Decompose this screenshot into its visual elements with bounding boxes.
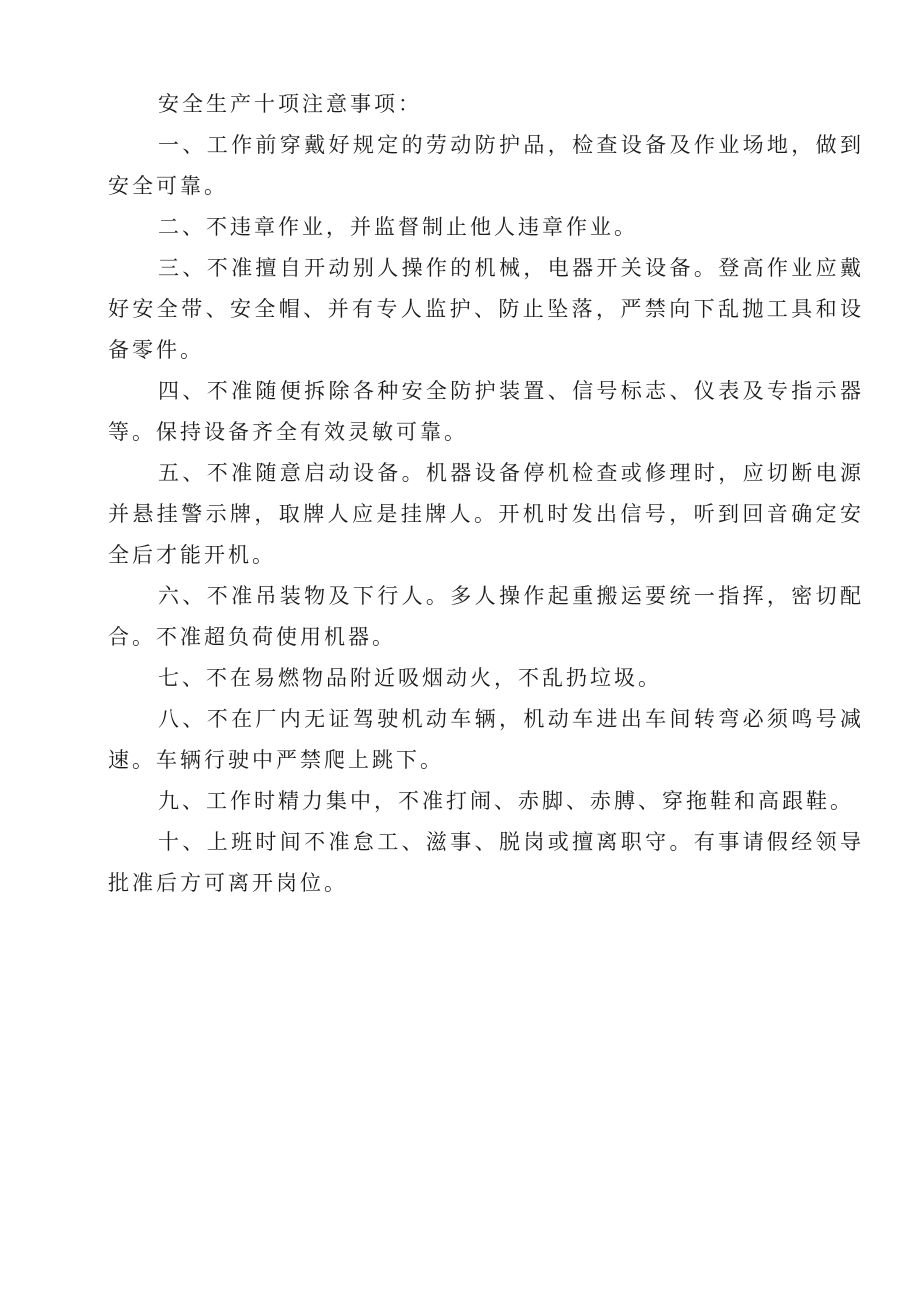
rule-item-8: 八、不在厂内无证驾驶机动车辆，机动车进出车间转弯必须鸣号减速。车辆行驶中严禁爬上跳下。 — [108, 707, 864, 772]
rule-item-4: 四、不准随便拆除各种安全防护装置、信号标志、仪表及专指示器等。保持设备齐全有效灵敏可靠。 — [108, 379, 864, 444]
rule-item-1: 一、工作前穿戴好规定的劳动防护品，检查设备及作业场地，做到安全可靠。 — [108, 133, 864, 198]
rule-item-5: 五、不准随意启动设备。机器设备停机检查或修理时，应切断电源并悬挂警示牌，取牌人应是挂牌人。开机时发出信号，听到回音确定安全后才能开机。 — [108, 461, 864, 567]
rule-item-6: 六、不准吊装物及下行人。多人操作起重搬运要统一指挥，密切配合。不准超负荷使用机器。 — [108, 584, 864, 649]
rule-item-3: 三、不准擅自开动别人操作的机械，电器开关设备。登高作业应戴好安全带、安全帽、并有专人监护、防止坠落，严禁向下乱抛工具和设备零件。 — [108, 256, 864, 362]
rule-item-10: 十、上班时间不准怠工、滋事、脱岗或擅离职守。有事请假经领导批准后方可离开岗位。 — [108, 830, 864, 895]
rule-item-7: 七、不在易燃物品附近吸烟动火，不乱扔垃圾。 — [158, 666, 662, 690]
rule-item-9: 九、工作时精力集中，不准打闹、赤脚、赤膊、穿拖鞋和高跟鞋。 — [158, 789, 854, 813]
document-body — [108, 84, 864, 904]
rule-item-2: 二、不违章作业，并监督制止他人违章作业。 — [158, 215, 638, 239]
document-title: 安全生产十项注意事项： — [158, 92, 422, 116]
